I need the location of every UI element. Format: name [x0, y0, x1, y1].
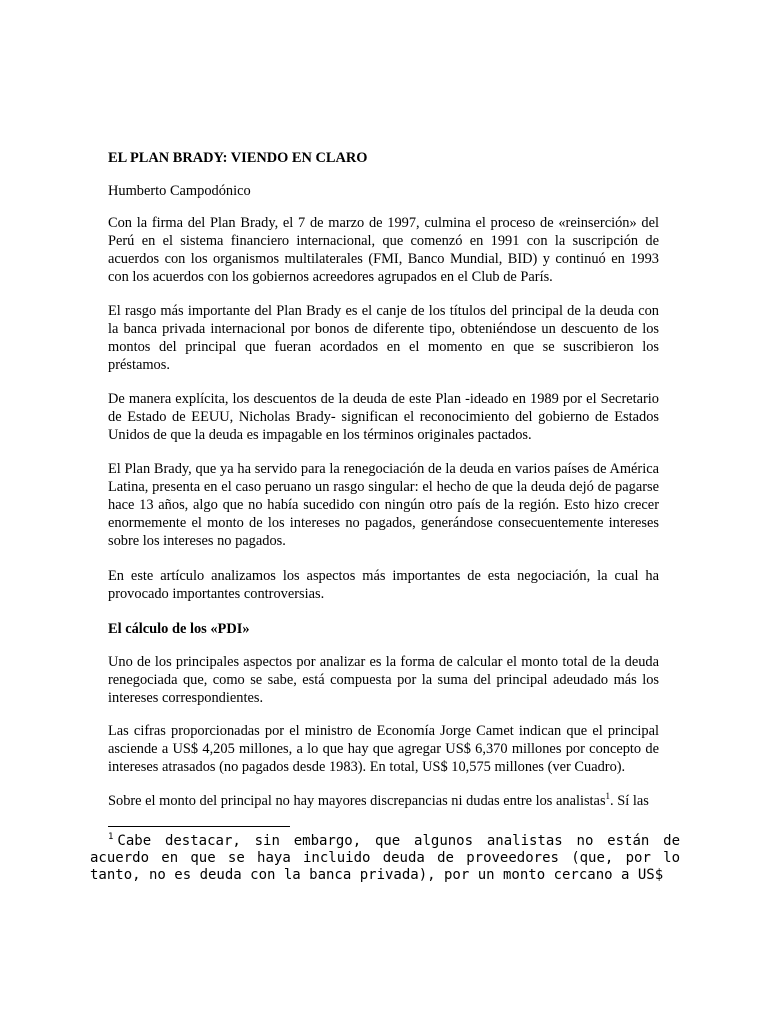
paragraph-3: De manera explícita, los descuentos de la deuda de este Plan -ideado en 1989 por el Secretario de Estado de EEUU, Nicholas Brady- significan el reconocimiento del gobierno de Estados Unidos de que la deuda es impagable en los términos originales pactados. [108, 391, 659, 443]
paragraph-2: El rasgo más importante del Plan Brady es el canje de los títulos del principal de la deuda con la banca privada internacional por bonos de diferente tipo, obteniéndose un descuento de los montos del principal que fueran acordados en el momento en que se suscribieron los préstamos. [108, 303, 659, 373]
section-heading: El cálculo de los «PDI» [108, 621, 250, 637]
document-title: EL PLAN BRADY: VIENDO EN CLARO [108, 150, 368, 166]
paragraph-4: El Plan Brady, que ya ha servido para la renegociación de la deuda en varios países de América Latina, presenta en el caso peruano un rasgo singular: el hecho de que la deuda dejó de pagarse hace 13 años, algo que no había sucedido con ningún otro país de la región. Esto hizo crecer enormemente el monto de los intereses no pagados, generándose consecuentemente intereses sobre los intereses no pagados. [108, 461, 659, 549]
author-name: Humberto Campodónico [108, 183, 251, 199]
footnote: $^1$ Cabe destacar, sin embargo, que algunos analistas no están de acuerdo en que se haya incluido deuda de proveedores (que, por lo tanto, no es deuda con la banca privada), por un monto cercano a US$ [90, 832, 680, 883]
footnote-text: Cabe destacar, sin embargo, que algunos analistas no están de acuerdo en que se haya incluido deuda de proveedores (que, por lo tanto, no es deuda con la banca privada), por un monto cercano a US$ [90, 833, 680, 883]
paragraph-5: En este artículo analizamos los aspectos más importantes de esta negociación, la cual ha provocado importantes controversias. [108, 568, 659, 602]
paragraph-8-continuation: . Sí las [610, 793, 649, 809]
paragraph-7: Las cifras proporcionadas por el ministro de Economía Jorge Camet indican que el principal asciende a US$ 4,205 millones, a lo que hay que agregar US$ 6,370 millones por concepto de intereses atrasados (no pagados desde 1983). En total, US$ 10,575 millones (ver Cuadro). [108, 723, 659, 775]
paragraph-8 [108, 792, 659, 810]
paragraph-8-text: Sobre el monto del principal no hay mayores discrepancias ni dudas entre los analistas [108, 793, 606, 809]
footnote-separator [108, 826, 290, 827]
footnote-reference[interactable]: 1 [605, 791, 611, 802]
paragraph-1: Con la firma del Plan Brady, el 7 de marzo de 1997, culmina el proceso de «reinserción» del Perú en el sistema financiero internacional, que comenzó en 1991 con la suscripción de acuerdos con los organismos multilaterales (FMI, Banco Mundial, BID) y continuó en 1993 con los acuerdos con los gobiernos acreedores agrupados en el Club de París. [108, 215, 659, 285]
paragraph-6: Uno de los principales aspectos por analizar es la forma de calcular el monto total de la deuda renegociada que, como se sabe, está compuesta por la suma del principal adeudado más los intereses correspondientes. [108, 654, 659, 706]
